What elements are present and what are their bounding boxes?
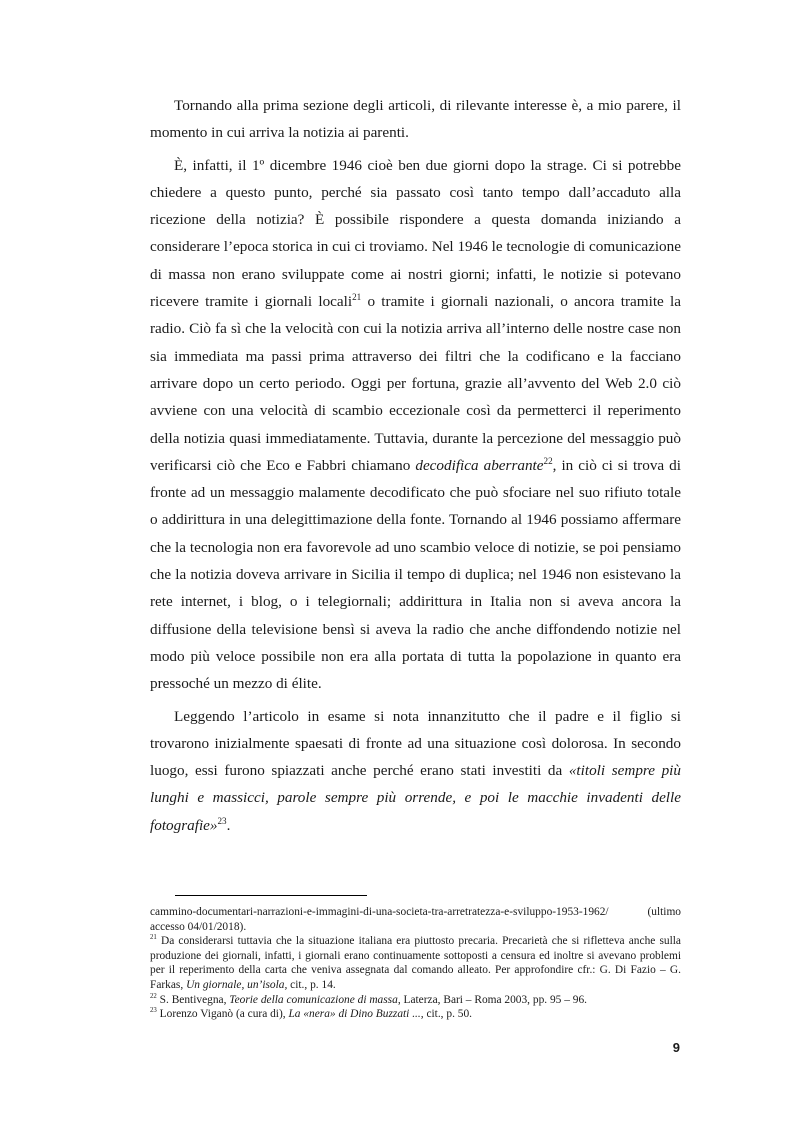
text-run: Lorenzo Viganò (a cura di), (156, 1008, 289, 1021)
footnote-ref: 22 (150, 992, 157, 1000)
text-run: cammino-documentari-narrazioni-e-immagini-di-una-societa-tra-arretratezza-e-sviluppo-1953-1962/ (ultimo accesso 04/01/2018). (150, 906, 681, 933)
italic-text: La «nera» di Dino Buzzati ..., (288, 1008, 424, 1021)
italic-text: Un giornale, un’isola, (186, 978, 288, 991)
footnote-ref: 23 (217, 815, 227, 826)
footnote-23 (150, 1007, 681, 1022)
text-run: Tornando alla prima sezione degli articoli, di rilevante interesse è, a mio parere, il momento in cui arriva la notizia ai parenti. (150, 97, 681, 142)
text-run: , Laterza, Bari – Roma 2003, pp. 95 – 96. (397, 993, 587, 1006)
body-text (150, 92, 681, 844)
footnote-ref: 21 (150, 934, 157, 942)
text-run: È, infatti, il 1º dicembre 1946 cioè ben due giorni dopo la strage. Ci si potrebbe chiedere a questo punto, perché sia passato così tanto tempo dall’accaduto alla ricezione della notizia? È possibile rispondere a questa domanda iniziando a considerare l’epoca storica in cui ci troviamo. Nel 1946 le tecnologie di comunicazione di massa non erano sviluppate come ai nostri giorni; infatti, le notizie si potevano ricevere tramite i giornali locali (150, 156, 681, 311)
text-run: Leggendo l’articolo in esame si nota innanzitutto che il padre e il figlio si trovarono inizialmente spaesati di fronte ad una situazione così dolorosa. In secondo luogo, essi furono spiazzati anche perché erano stati investiti da (150, 707, 681, 780)
footnote-continuation (150, 905, 681, 934)
footnotes (150, 905, 681, 1022)
italic-text: decodifica aberrante (415, 456, 544, 474)
footnote-ref: 23 (150, 1007, 157, 1015)
footnote-22 (150, 993, 681, 1008)
footnote-ref: 21 (352, 292, 362, 303)
paragraph-2 (150, 152, 681, 698)
page-number: 9 (672, 1040, 680, 1055)
text-run: cit., p. 50. (423, 1008, 472, 1021)
italic-text: «titoli sempre più lunghi e massicci, parole sempre più orrende, e poi le macchie invadenti delle fotografie» (150, 762, 681, 834)
paragraph-1 (150, 92, 681, 147)
paragraph-3 (150, 703, 681, 839)
text-run: , in ciò ci si trova di fronte ad un messaggio malamente decodificato che può sfociare nel suo rifiuto totale o addirittura in una delegittimazione della fonte. Tornando al 1946 possiamo affermare che la tecnologia non era favorevole ad uno scambio veloce di notizie, se poi pensiamo che la notizia doveva arrivare in Sicilia il tempo di duplica; nel 1946 non esistevano la rete internet, i blog, o i telegiornali; addirittura in Italia non si aveva ancora la diffusione della televisione bensì si aveva la radio che anche diffondendo notizie nel modo più veloce possibile non era alla portata di tutta la popolazione in quanto era pressoché un mezzo di élite. (150, 456, 681, 693)
footnote-21 (150, 934, 681, 992)
text-run: Da considerarsi tuttavia che la situazione italiana era piuttosto precaria. Precarietà che si rifletteva anche sulla produzione dei giornali, infatti, i giornali erano continuamente sottoposti a censura ed inoltre si avevano problemi per il reperimento della carta che veniva assegnata dal comando alleato. Per approfondire cfr.: G. Di Fazio – G. Farkas, (150, 935, 681, 991)
footnote-ref: 22 (543, 455, 553, 466)
footnote-separator (175, 895, 367, 896)
italic-text: Teorie della comunicazione di massa (229, 993, 398, 1006)
text-run: S. Bentivegna, (156, 993, 230, 1006)
text-run: . (226, 816, 231, 834)
text-run: cit., p. 14. (287, 978, 336, 991)
text-run: o tramite i giornali nazionali, o ancora tramite la radio. Ciò fa sì che la velocità con cui la notizia arriva all’interno delle nostre case non sia immediata ma passi prima attraverso dei filtri che la codificano e la facciano arrivare dopo un certo periodo. Oggi per fortuna, grazie all’avvento del Web 2.0 ciò avviene con una velocità di scambio eccezionale così da permetterci il reperimento della notizia quasi immediatamente. Tuttavia, durante la percezione del messaggio può verificarsi ciò che Eco e Fabbri chiamano (150, 293, 681, 474)
